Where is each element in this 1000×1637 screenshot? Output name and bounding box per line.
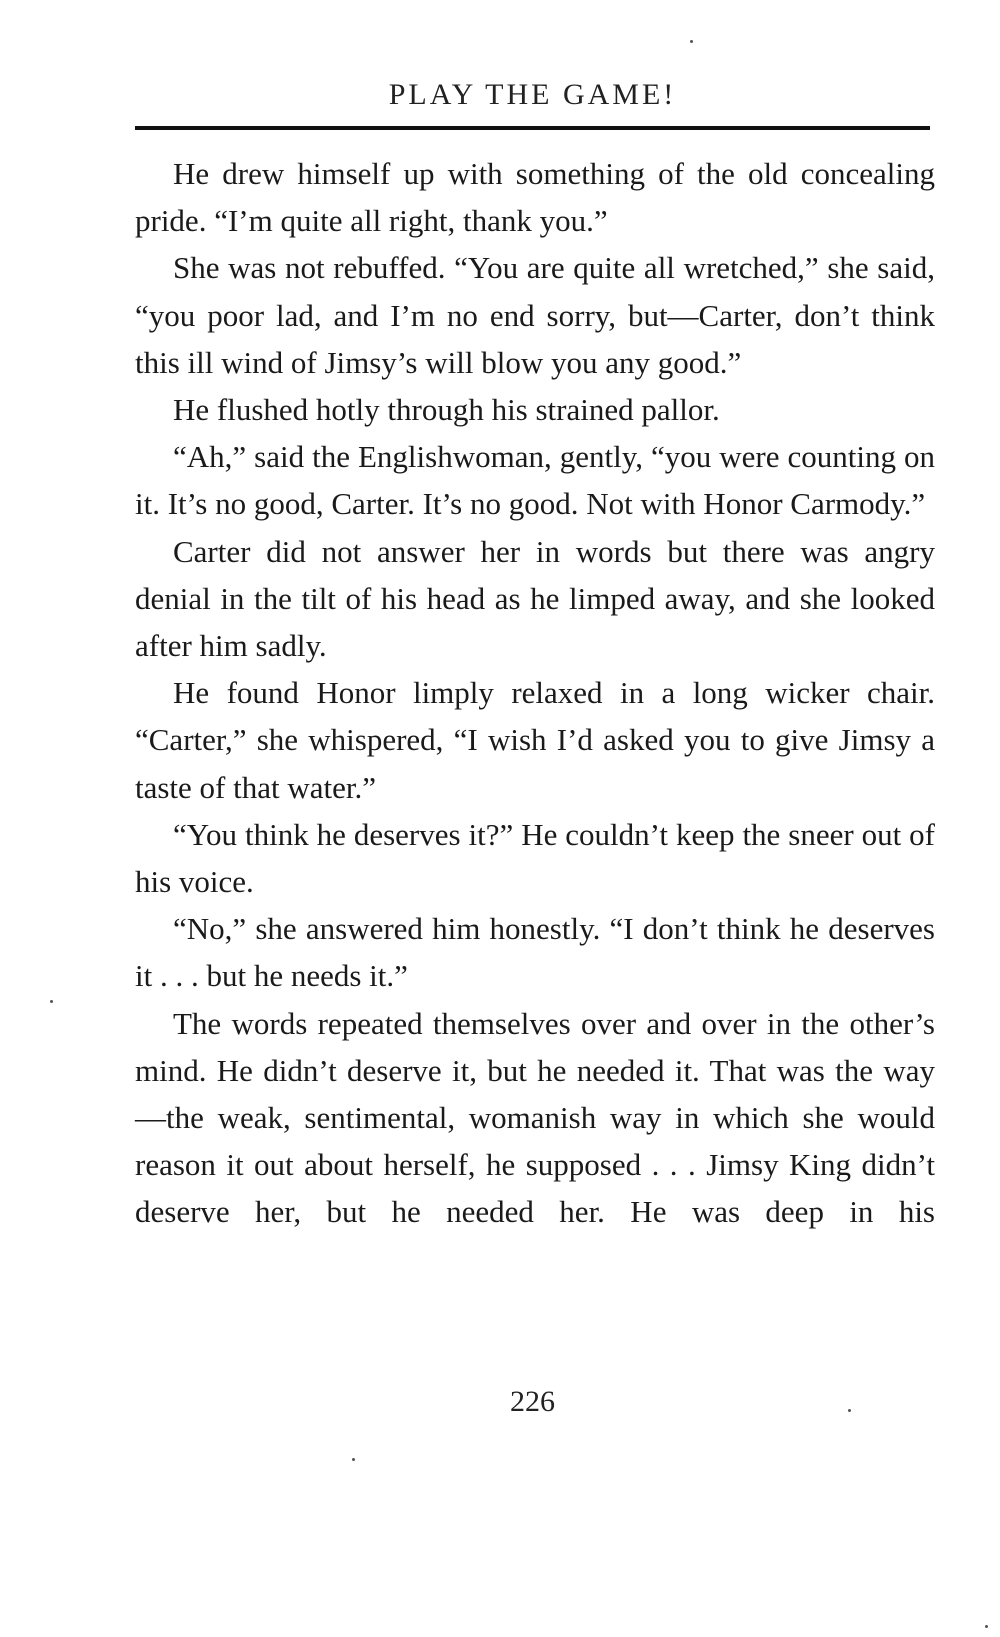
paragraph: He drew himself up with something of the old concealing pride. “I’m quite all right, thank you.” xyxy=(135,156,935,239)
header-rule xyxy=(135,126,930,130)
scan-speck xyxy=(690,40,693,43)
paragraph: “No,” she answered him honestly. “I don’t think he deserves it . . . but he needs it.” xyxy=(135,911,935,994)
body-text xyxy=(135,150,935,1236)
scan-speck xyxy=(985,1625,988,1628)
paragraph: Carter did not answer her in words but there was angry denial in the tilt of his head as he limped away, and she looked after him sadly. xyxy=(135,533,935,664)
paragraph: He flushed hotly through his strained pallor. xyxy=(173,392,720,428)
paragraph: “Ah,” said the Englishwoman, gently, “you were counting on it. It’s no good, Carter. It’s no good. Not with Honor Carmody.” xyxy=(135,439,935,522)
scan-speck xyxy=(352,1458,355,1461)
running-head-title: PLAY THE GAME! xyxy=(388,78,677,111)
paragraph: She was not rebuffed. “You are quite all wretched,” she said, “you poor lad, and I’m no end sorry, but—Carter, don’t think this ill wind of Jimsy’s will blow you any good.” xyxy=(135,250,935,380)
paragraph: “You think he deserves it?” He couldn’t keep the sneer out of his voice. xyxy=(135,816,935,900)
paragraph: He found Honor limply relaxed in a long wicker chair. “Carter,” she whispered, “I wish I’d asked you to give Jimsy a taste of that water.” xyxy=(135,675,935,805)
page-number: 226 xyxy=(510,1385,555,1418)
paragraph: The words repeated themselves over and over in the other’s mind. He didn’t deserve it, but he needed it. That was the way—the weak, sentimental, womanish way in which she would reason it out about herself, he supposed . . . Jimsy King didn’t deserve her, but he needed her. He was deep in his xyxy=(135,1005,935,1230)
scan-speck xyxy=(50,1000,53,1003)
scan-speck xyxy=(848,1409,851,1412)
